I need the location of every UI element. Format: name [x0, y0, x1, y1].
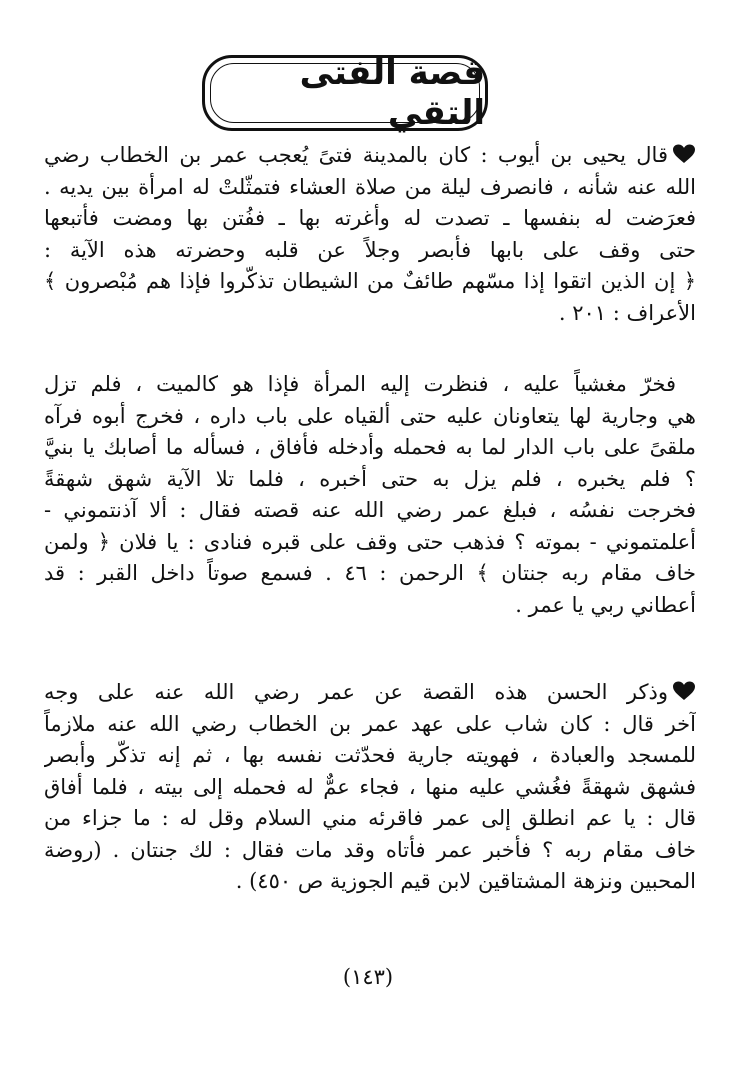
text-line: الأعراف : ٢٠١ . — [558, 300, 696, 325]
text-line: آخر قال : كان شاب على عهد عمر بن الخطاب رضي الله عنه ملازماً — [44, 711, 696, 736]
paragraph-3 — [44, 677, 696, 898]
line-text: قال يحيى بن أيوب : كان بالمدينة فتىً يُعجب عمر بن الخطاب رضي — [44, 143, 668, 167]
text-line: فعرَضت له بنفسها ـ تصدت له وأغرته بها ـ ففُتن بها ومضت فأتبعها — [44, 206, 696, 230]
text-line: ﴿ إن الذين اتقوا إذا مسّهم طائفٌ من الشيطان تذكّروا فإذا هم مُبْصرون ﴾ — [44, 269, 696, 293]
text-line: المحبين ونزهة المشتاقين لابن قيم الجوزية ص ٤٥٠) . — [235, 869, 696, 893]
text-line: فخرّ مغشياً عليه ، فنظرت إليه المرأة فإذا هو كالميت ، فلم تزل — [44, 372, 676, 396]
text-line: خاف مقام ربه جنتان ﴾ الرحمن : ٤٦ . فسمع صوتاً داخل القبر : قد — [44, 561, 696, 585]
title-frame — [202, 55, 488, 131]
paragraph-2 — [44, 369, 696, 621]
text-line — [44, 677, 696, 709]
text-line: الله عنه شأنه ، فانصرف ليلة من صلاة العشاء فتمثّلتْ له امرأة بين يديه . — [44, 174, 696, 199]
text-line: هي وجارية لها يتعاونان عليه حتى ألقياه على باب داره ، فخرج أبوه فرآه — [44, 403, 696, 428]
text-line: ؟ فلم يخبره ، فلم يزل به حتى أخبره ، فلما تلا الآية شهق شهقةً — [44, 466, 696, 491]
text-line: أعطاني ربي يا عمر . — [515, 592, 696, 617]
page-title: قصة الفتى التقي — [299, 53, 485, 133]
text-line: للمسجد والعبادة ، فهويته جارية فحدّثت نفسه بها ، ثم إنه تذكّر وأبصر — [44, 743, 696, 767]
line-text: وذكر الحسن هذه القصة عن عمر رضي الله عنه على وجه — [44, 680, 668, 704]
text-line: فخرجت نفسُه ، فبلغ عمر رضي الله عنه قصته فقال : ألا آذنتموني - — [44, 498, 696, 522]
text-line: فشهق شهقةً فغُشي عليه منها ، فجاء عمٌّ له فحمله إلى بيته ، فلما أفاق — [44, 774, 696, 799]
heart-icon — [672, 144, 696, 164]
text-line: ملقىً على باب الدار لما به فحمله وأدخله فأفاق ، فسأله ما أصابك يا بنيَّ — [44, 435, 696, 459]
paragraph-1 — [44, 140, 696, 329]
text-line: حتى وقف على بابها فأبصر وجلاً عن قلبه وحضرته هذه الآية : — [44, 237, 696, 262]
text-line: أعلمتموني - بموته ؟ فذهب حتى وقف على قبره فنادى : يا فلان ﴿ ولمن — [44, 529, 696, 554]
heart-icon — [672, 681, 696, 701]
text-line — [44, 140, 696, 172]
text-line: خاف مقام ربه ؟ فأخبر عمر فأتاه وقد مات فقال : لك جنتان . (روضة — [44, 837, 696, 862]
page-number: (١٤٣) — [342, 965, 394, 989]
text-line: قال : يا عم انطلق إلى عمر فاقرئه مني السلام وقل له : ما جزاء من — [44, 806, 696, 830]
